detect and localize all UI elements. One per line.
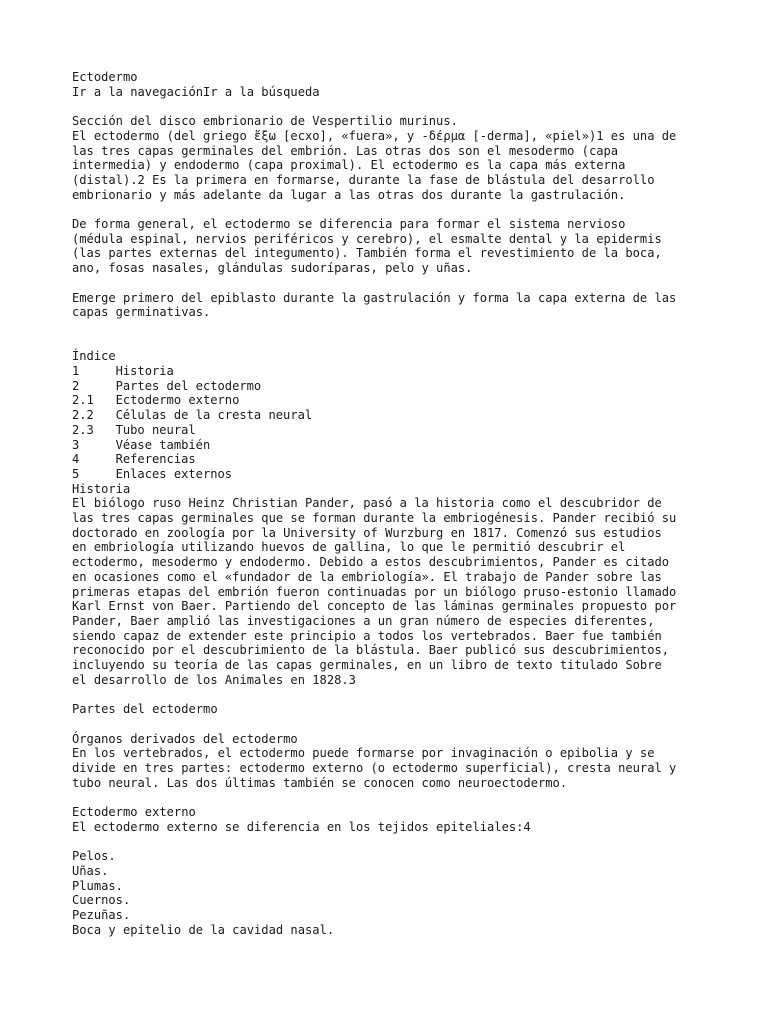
toc-item-tubo-neural[interactable] bbox=[72, 423, 712, 438]
list-item: Boca y epitelio de la cavidad nasal. bbox=[72, 922, 335, 937]
spacer bbox=[72, 99, 712, 114]
section-heading-historia: Historia bbox=[72, 481, 131, 496]
toc-label: Células de la cresta neural bbox=[115, 408, 313, 423]
historia-line: en embriología utilizando huevos de gallina, lo que le permitió descubrir el bbox=[72, 540, 626, 555]
toc-item-ectodermo-externo[interactable] bbox=[72, 393, 712, 408]
toc-number: 2.2 bbox=[72, 408, 94, 423]
spacer bbox=[72, 717, 712, 732]
toc-heading: Índice bbox=[72, 349, 116, 364]
historia-line: el desarrollo de los Animales en 1828.3 bbox=[72, 672, 356, 687]
intro-line: embrionario y más adelante da lugar a las otras dos durante la gastrulación. bbox=[72, 187, 626, 202]
toc-label: Referencias bbox=[115, 452, 196, 467]
partes-line: tubo neural. Las dos últimas también se conocen como neuroectodermo. bbox=[72, 775, 568, 790]
intro-line: (las partes externas del integumento). También forma el revestimiento de la boca, bbox=[72, 246, 662, 261]
toc-number: 5 bbox=[72, 466, 80, 481]
navigation-links[interactable]: Ir a la navegaciónIr a la búsqueda bbox=[72, 84, 320, 99]
toc-number: 2.3 bbox=[72, 422, 94, 437]
historia-line: las tres capas germinales que se forman durante la embriogénesis. Pander recibió su bbox=[72, 511, 677, 526]
toc-label: Partes del ectodermo bbox=[115, 378, 262, 393]
historia-line: El biólogo ruso Heinz Christian Pander, pasó a la historia como el descubridor de bbox=[72, 496, 662, 511]
spacer bbox=[72, 687, 712, 702]
section-heading-partes: Partes del ectodermo bbox=[72, 702, 218, 717]
intro-line: De forma general, el ectodermo se diferencia para formar el sistema nervioso bbox=[72, 217, 626, 231]
spacer bbox=[72, 320, 712, 335]
intro-line: El ectodermo (del griego ἔξω [ecxo], «fuera», y -δέρμα [-derma], «piel»)1 es una de bbox=[72, 128, 677, 143]
section-heading-ectodermo-externo: Ectodermo externo bbox=[72, 805, 196, 820]
historia-line: incluyendo su teoría de las capas germinales, en un libro de texto titulado Sobre bbox=[72, 658, 662, 673]
historia-line: siendo capaz de extender este principio a todos los vertebrados. Baer fue también bbox=[72, 628, 662, 643]
historia-line: reconocido por el descubrimiento de la blástula. Baer publicó sus descubrimientos, bbox=[72, 643, 670, 658]
externo-intro: El ectodermo externo se diferencia en los tejidos epiteliales:4 bbox=[72, 819, 531, 834]
toc-item-vease-tambien[interactable] bbox=[72, 438, 712, 453]
intro-line: Emerge primero del epiblasto durante la gastrulación y forma la capa externa de las bbox=[72, 290, 677, 305]
toc-label: Enlaces externos bbox=[115, 466, 233, 481]
spacer bbox=[72, 202, 712, 217]
toc-item-referencias[interactable] bbox=[72, 452, 712, 467]
historia-line: ectodermo, mesodermo y endodermo. Debido a estos descubrimientos, Pander es citado bbox=[72, 555, 670, 570]
list-item: Cuernos. bbox=[72, 893, 131, 908]
historia-line: doctorado en zoología por la University of Wurzburg en 1817. Comenzó sus estudios bbox=[72, 525, 662, 540]
toc-number: 2.1 bbox=[72, 393, 94, 408]
historia-line: Karl Ernst von Baer. Partiendo del concepto de las láminas germinales propuesto por bbox=[72, 599, 677, 614]
toc-number: 3 bbox=[72, 437, 80, 452]
toc-label: Historia bbox=[115, 363, 174, 378]
image-caption: Sección del disco embrionario de Vespertilio murinus. bbox=[72, 114, 458, 129]
partes-line: divide en tres partes: ectodermo externo (o ectodermo superficial), cresta neural y bbox=[72, 760, 677, 775]
document-page bbox=[72, 70, 712, 937]
toc-label: Tubo neural bbox=[115, 422, 196, 437]
list-item: Pezuñas. bbox=[72, 907, 131, 922]
list-item: Uñas. bbox=[72, 863, 109, 878]
toc-label: Ectodermo externo bbox=[115, 393, 240, 408]
spacer bbox=[72, 834, 712, 849]
toc-label: Véase también bbox=[115, 437, 211, 452]
toc-number: 2 bbox=[72, 378, 80, 393]
intro-line: ano, fosas nasales, glándulas sudoríparas, pelo y uñas. bbox=[72, 261, 473, 276]
intro-line: (distal).2 Es la primera en formarse, durante la fase de blástula del desarrollo bbox=[72, 172, 655, 187]
intro-line: capas germinativas. bbox=[72, 305, 211, 320]
spacer bbox=[72, 790, 712, 805]
intro-line: (médula espinal, nervios periféricos y cerebro), el esmalte dental y la epidermis bbox=[72, 231, 662, 246]
intro-line: intermedia) y endodermo (capa proximal). El ectodermo es la capa más externa bbox=[72, 158, 626, 173]
spacer bbox=[72, 335, 712, 350]
historia-line: primeras etapas del embrión fueron continuadas por un biólogo pruso-estonio llamado bbox=[72, 584, 677, 599]
intro-line: las tres capas germinales del embrión. Las otras dos son el mesodermo (capa bbox=[72, 143, 619, 158]
page-title: Ectodermo bbox=[72, 70, 138, 84]
toc-item-historia[interactable] bbox=[72, 364, 712, 379]
list-item: Plumas. bbox=[72, 878, 123, 893]
toc-number: 4 bbox=[72, 452, 80, 467]
spacer bbox=[72, 276, 712, 291]
list-item: Pelos. bbox=[72, 849, 116, 864]
image-caption-organos: Órganos derivados del ectodermo bbox=[72, 731, 298, 746]
toc-item-enlaces-externos[interactable] bbox=[72, 467, 712, 482]
partes-line: En los vertebrados, el ectodermo puede formarse por invaginación o epibolia y se bbox=[72, 746, 655, 761]
historia-line: en ocasiones como el «fundador de la embriología». El trabajo de Pander sobre las bbox=[72, 569, 662, 584]
toc-number: 1 bbox=[72, 363, 80, 378]
toc-item-cresta-neural[interactable] bbox=[72, 408, 712, 423]
toc-item-partes[interactable] bbox=[72, 379, 712, 394]
historia-line: Pander, Baer amplió las investigaciones a un gran número de especies diferentes, bbox=[72, 613, 655, 628]
